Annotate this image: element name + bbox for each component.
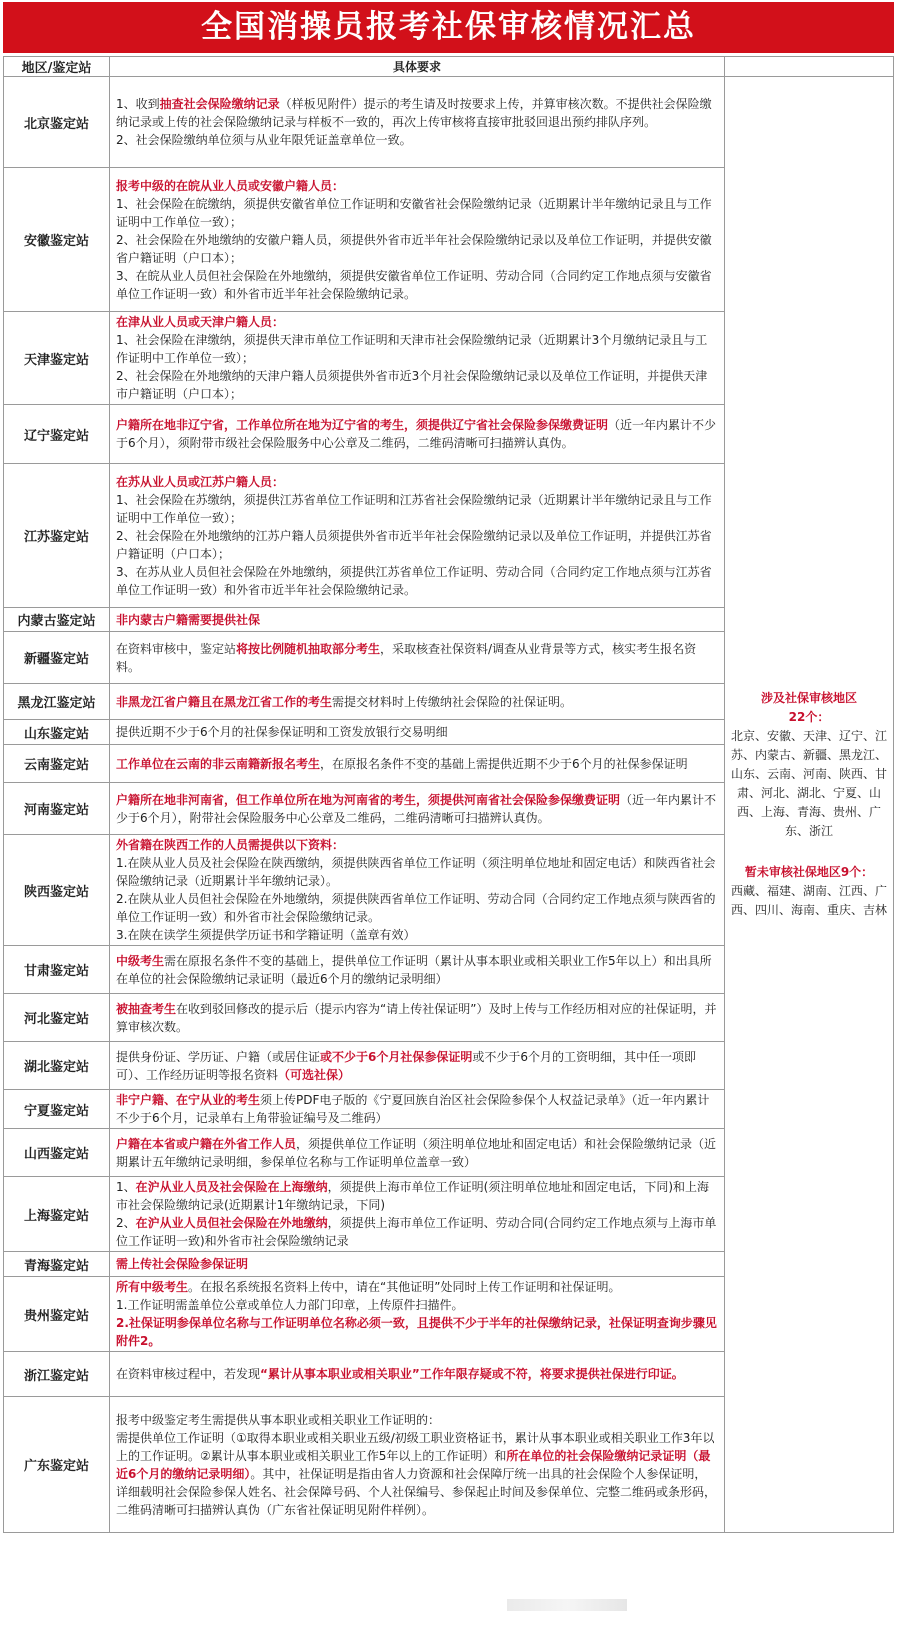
highlight-text: 中级考生	[116, 953, 165, 968]
region-name: 北京鉴定站	[4, 77, 110, 168]
highlight-text: 户籍所在地非辽宁省，工作单位所在地为辽宁省的考生，须提供辽宁省社会保险参保缴费证明	[116, 418, 609, 432]
requirement-text	[110, 632, 725, 684]
region-name: 贵州鉴定站	[4, 1277, 110, 1352]
highlight-text: 抽查社会保险缴纳记录	[159, 97, 280, 111]
region-name: 陕西鉴定站	[4, 835, 110, 946]
header-region: 地区/鉴定站	[4, 57, 110, 77]
region-name: 云南鉴定站	[4, 745, 110, 783]
requirement-text	[110, 77, 725, 168]
plain-text: 2、社会保险缴纳单位须与从业年限凭证盖章单位一致。	[116, 133, 412, 147]
requirement-line	[116, 952, 718, 988]
highlight-text: 被抽查考生	[116, 1001, 177, 1016]
plain-text: ，采取核查社保资料/调查从业背景等方式，核实考生报名资料。	[116, 641, 697, 674]
requirement-line	[116, 854, 718, 890]
table-row	[4, 77, 894, 168]
highlight-text: 所有中级考生	[116, 1280, 189, 1294]
plain-text: 在资料审核中，鉴定站	[116, 641, 237, 656]
highlight-text: 报考中级的在皖从业人员或安徽户籍人员：	[116, 178, 345, 193]
highlight-text: 需上传社会保险参保证明	[116, 1257, 249, 1271]
requirement-line	[116, 416, 718, 452]
requirement-line	[116, 1429, 718, 1519]
region-name: 黑龙江鉴定站	[4, 684, 110, 720]
region-name: 新疆鉴定站	[4, 632, 110, 684]
requirement-line	[116, 611, 718, 629]
plain-text: 1、社会保险在津缴纳，须提供天津市单位工作证明和天津市社会保险缴纳记录（近期累计3个月缴纳记录且与工作证明中工作单位一致）；	[116, 333, 708, 365]
requirement-line	[116, 1278, 718, 1296]
region-name: 广东鉴定站	[4, 1397, 110, 1533]
requirement-line	[116, 231, 718, 267]
region-name: 山东鉴定站	[4, 720, 110, 745]
requirement-line	[116, 1314, 718, 1350]
plain-text: 1、	[116, 1180, 136, 1194]
requirement-line	[116, 1296, 718, 1314]
requirement-line	[116, 1214, 718, 1250]
plain-text: ，须提供上海市单位工作证明(须注明单位地址和固定电话，下同)和上海市社会保险缴纳记录(近期累计1年缴纳记录，下同)	[116, 1180, 710, 1212]
highlight-text: 在沪从业人员及社会保险在上海缴纳	[135, 1180, 328, 1194]
highlight-text: 非黑龙江省户籍且在黑龙江省工作的考生	[116, 694, 333, 709]
header-side	[725, 57, 894, 77]
requirement-text	[110, 1397, 725, 1533]
requirement-text	[110, 1177, 725, 1252]
region-name: 宁夏鉴定站	[4, 1090, 110, 1129]
plain-text: 1.工作证明需盖单位公章或单位人力部门印章，上传原件扫描件。	[116, 1298, 464, 1312]
plain-text: 2.在陕从业人员但社会保险在外地缴纳，须提供陕西省单位工作证明、劳动合同（合同约定工作地点须与陕西省的单位工作证明一致）和外省市社会保险缴纳记录。	[116, 892, 716, 924]
highlight-text: 户籍在本省或户籍在外省工作人员	[116, 1136, 297, 1151]
requirement-line	[116, 1178, 718, 1214]
plain-text: ，须提供上海市单位工作证明、劳动合同(合同约定工作地点须与上海市单位工作证明一致)和外省市社会保险缴纳记录	[116, 1216, 717, 1248]
highlight-text: 工作单位在云南的非云南籍新报名考生	[116, 756, 321, 771]
requirement-text	[110, 608, 725, 632]
highlight-text: 非宁户籍、在宁从业的考生	[116, 1093, 261, 1107]
requirement-line	[116, 95, 718, 131]
plain-text: （样板见附件）提示的考生请及时按要求上传，并算审核次数。不提供社会保险缴纳记录或上传的社会保险缴纳记录与样板不一致的，再次上传审核将直接审批驳回退出预约排队序列。	[116, 97, 712, 129]
requirement-text	[110, 1277, 725, 1352]
plain-text: ，在原报名条件不变的基础上需提供近期不少于6个月的社保参保证明	[320, 756, 688, 771]
requirement-line	[116, 836, 718, 854]
plain-text: 1、社会保险在皖缴纳，须提供安徽省单位工作证明和安徽省社会保险缴纳记录（近期累计半年缴纳记录且与工作证明中工作单位一致）；	[116, 196, 712, 229]
requirement-text	[110, 783, 725, 835]
table-header-row	[4, 57, 894, 77]
requirement-line	[116, 1135, 718, 1171]
requirement-line	[116, 723, 718, 741]
involved-title: 涉及社保审核地区	[760, 691, 857, 705]
plain-text: 或不少于6个月的工资明细，其中任一项即可）、工作经历证明等报名资料	[116, 1049, 697, 1082]
requirement-text	[110, 1090, 725, 1129]
plain-text: 需在原报名条件不变的基础上，提供单位工作证明（累计从事本职业或相关职业工作5年以上）和出具所在单位的社会保险缴纳记录证明（最近6个月的缴纳记录明细）	[116, 953, 712, 986]
not-audited-list: 西藏、福建、湖南、江西、广西、四川、海南、重庆、吉林	[730, 884, 887, 917]
requirement-text	[110, 405, 725, 464]
highlight-text: （可选社保）	[278, 1067, 351, 1082]
region-name: 河南鉴定站	[4, 783, 110, 835]
region-name: 山西鉴定站	[4, 1129, 110, 1177]
page-title: 全国消操员报考社保审核情况汇总	[3, 2, 894, 53]
requirement-text	[110, 168, 725, 312]
plain-text: 1、社会保险在苏缴纳，须提供江苏省单位工作证明和江苏省社会保险缴纳记录（近期累计半年缴纳记录且与工作证明中工作单位一致）；	[116, 492, 712, 525]
requirement-line	[116, 1000, 718, 1036]
not-audited-title: 暂未审核社保地区9个：	[744, 865, 874, 879]
plain-text: 3、在苏从业人员但社会保险在外地缴纳，须提供江苏省单位工作证明、劳动合同（合同约定工作地点须与江苏省单位工作证明一致）和外省市近半年社会保险缴纳记录。	[116, 564, 712, 597]
requirement-text	[110, 720, 725, 745]
requirement-line	[116, 267, 718, 303]
requirement-text	[110, 1042, 725, 1090]
plain-text: 提供身份证、学历证、户籍（或居住证	[116, 1049, 321, 1064]
region-name: 湖北鉴定站	[4, 1042, 110, 1090]
requirement-line	[116, 527, 718, 563]
requirement-text	[110, 835, 725, 946]
region-name: 甘肃鉴定站	[4, 946, 110, 994]
region-name: 江苏鉴定站	[4, 464, 110, 608]
plain-text: ，须提供单位工作证明（须注明单位地址和固定电话）和社会保险缴纳记录（近期累计五年缴纳记录明细，参保单位名称与工作证明单位盖章一致）	[116, 1136, 717, 1169]
requirement-line	[116, 195, 718, 231]
requirement-line	[116, 926, 718, 944]
highlight-text: 在沪从业人员但社会保险在外地缴纳	[135, 1216, 328, 1230]
region-name: 内蒙古鉴定站	[4, 608, 110, 632]
requirement-text	[110, 684, 725, 720]
plain-text: 报考中级鉴定考生需提供从事本职业或相关职业工作证明的：	[116, 1412, 441, 1427]
requirement-line	[116, 1255, 718, 1273]
highlight-text: 2.社保证明参保单位名称与工作证明单位名称必须一致，且提供不少于半年的社保缴纳记录，社保证明查询步骤见附件2。	[116, 1316, 717, 1348]
plain-text: 。在报名系统报名资料上传中，请在“其他证明”处同时上传工作证明和社保证明。	[188, 1280, 621, 1294]
requirement-line	[116, 640, 718, 676]
highlight-text: 或不少于6个月社保参保证明	[320, 1049, 473, 1064]
requirement-text	[110, 946, 725, 994]
region-name: 安徽鉴定站	[4, 168, 110, 312]
requirement-line	[116, 313, 718, 331]
plain-text: 3、在皖从业人员但社会保险在外地缴纳，须提供安徽省单位工作证明、劳动合同（合同约定工作地点须与安徽省单位工作证明一致）和外省市近半年社会保险缴纳记录。	[116, 268, 712, 301]
involved-count: 22个：	[788, 710, 830, 724]
plain-text: 2、社会保险在外地缴纳的江苏户籍人员须提供外省市近半年社会保险缴纳记录以及单位工作证明，并提供江苏省户籍证明（户口本）；	[116, 528, 712, 561]
plain-text: 需提交材料时上传缴纳社会保险的社保证明。	[332, 694, 573, 709]
region-name: 上海鉴定站	[4, 1177, 110, 1252]
requirement-line	[116, 491, 718, 527]
requirement-text	[110, 312, 725, 405]
requirement-text	[110, 994, 725, 1042]
highlight-text: “累计从事本职业或相关职业”工作年限存疑或不符，将要求提供社保进行印证。	[260, 1367, 684, 1381]
requirement-text	[110, 1352, 725, 1397]
plain-text: （近一年内累计不少于6个月），须附带市级社会保险服务中心公章及二维码，二维码清晰可扫描辨认真伪。	[116, 418, 717, 450]
region-name: 浙江鉴定站	[4, 1352, 110, 1397]
plain-text: 在资料审核过程中，若发现	[116, 1367, 261, 1381]
plain-text: 在收到驳回修改的提示后（提示内容为“请上传社保证明”）及时上传与工作经历相对应的社保证明，并算审核次数。	[116, 1001, 717, 1034]
blurred-watermark	[507, 1599, 627, 1611]
plain-text: 须上传PDF电子版的《宁夏回族自治区社会保险参保个人权益记录单》（近一年内累计不少于6个月，记录单右上角带验证编号及二维码）	[116, 1093, 710, 1125]
region-name: 河北鉴定站	[4, 994, 110, 1042]
plain-text: 。其中，社保证明是指由省人力资源和社会保障厅统一出具的社会保险个人参保证明，详细载明社会保险参保人姓名、社会保障号码、个人社保编号、参保起止时间及参保单位、完整二维码或条形码，二维码清晰可扫描辨认真伪（广东省社保证明见附件样例）。	[116, 1466, 717, 1517]
requirement-line	[116, 473, 718, 491]
requirement-text	[110, 1129, 725, 1177]
region-name: 天津鉴定站	[4, 312, 110, 405]
requirement-text	[110, 464, 725, 608]
requirement-line	[116, 890, 718, 926]
requirement-line	[116, 693, 718, 711]
plain-text: 2、社会保险在外地缴纳的安徽户籍人员，须提供外省市近半年社会保险缴纳记录以及单位工作证明，并提供安徽省户籍证明（户口本）；	[116, 232, 712, 265]
highlight-text: 非内蒙古户籍需要提供社保	[116, 612, 261, 627]
plain-text: 1.在陕从业人员及社会保险在陕西缴纳，须提供陕西省单位工作证明（须注明单位地址和固定电话）和陕西省社会保险缴纳记录（近期累计半年缴纳记录）。	[116, 856, 716, 888]
highlight-text: 所在单位的社会保险缴纳记录证明（最近6个月的缴纳记录明细）	[116, 1448, 711, 1481]
region-name: 辽宁鉴定站	[4, 405, 110, 464]
requirement-line	[116, 1411, 718, 1429]
highlight-text: 将按比例随机抽取部分考生	[236, 641, 381, 656]
requirement-line	[116, 1365, 718, 1383]
involved-list: 北京、安徽、天津、辽宁、江苏、内蒙古、新疆、黑龙江、山东、云南、河南、陕西、甘肃、河北、湖北、宁夏、山西、上海、青海、贵州、广东、浙江	[730, 729, 887, 838]
requirement-line	[116, 177, 718, 195]
summary-panel	[725, 77, 894, 1533]
plain-text: 提供近期不少于6个月的社保参保证明和工资发放银行交易明细	[116, 725, 448, 739]
plain-text: 需提供单位工作证明（①取得本职业或相关职业五级/初级工职业资格证书，累计从事本职业或相关职业工作3年以上的工作证明。②累计从事本职业或相关职业工作5年以上的工作证明）和	[116, 1430, 715, 1463]
header-requirement: 具体要求	[110, 57, 725, 77]
highlight-text: 在津从业人员或天津户籍人员：	[116, 315, 285, 329]
plain-text: （近一年内累计不少于6个月），附带社会保险服务中心公章及二维码，二维码清晰可扫描辨认真伪。	[116, 792, 717, 825]
requirement-line	[116, 367, 718, 403]
highlight-text: 在苏从业人员或江苏户籍人员：	[116, 474, 285, 489]
plain-text: 2、社会保险在外地缴纳的天津户籍人员须提供外省市近3个月社会保险缴纳记录以及单位工作证明，并提供天津市户籍证明（户口本）；	[116, 369, 708, 401]
requirement-line	[116, 331, 718, 367]
requirement-text	[110, 745, 725, 783]
requirements-table	[3, 56, 894, 1533]
plain-text: 2、	[116, 1216, 136, 1230]
requirement-line	[116, 791, 718, 827]
region-name: 青海鉴定站	[4, 1252, 110, 1277]
highlight-text: 户籍所在地非河南省，但工作单位所在地为河南省的考生，须提供河南省社会保险参保缴费证明	[116, 792, 621, 807]
plain-text: 3.在陕在读学生须提供学历证书和学籍证明（盖章有效）	[116, 928, 416, 942]
requirement-line	[116, 131, 718, 149]
requirement-text	[110, 1252, 725, 1277]
plain-text: 1、收到	[116, 97, 160, 111]
requirement-line	[116, 1048, 718, 1084]
highlight-text: 外省籍在陕西工作的人员需提供以下资料：	[116, 838, 345, 852]
requirement-line	[116, 563, 718, 599]
requirement-line	[116, 755, 718, 773]
requirement-line	[116, 1091, 718, 1127]
